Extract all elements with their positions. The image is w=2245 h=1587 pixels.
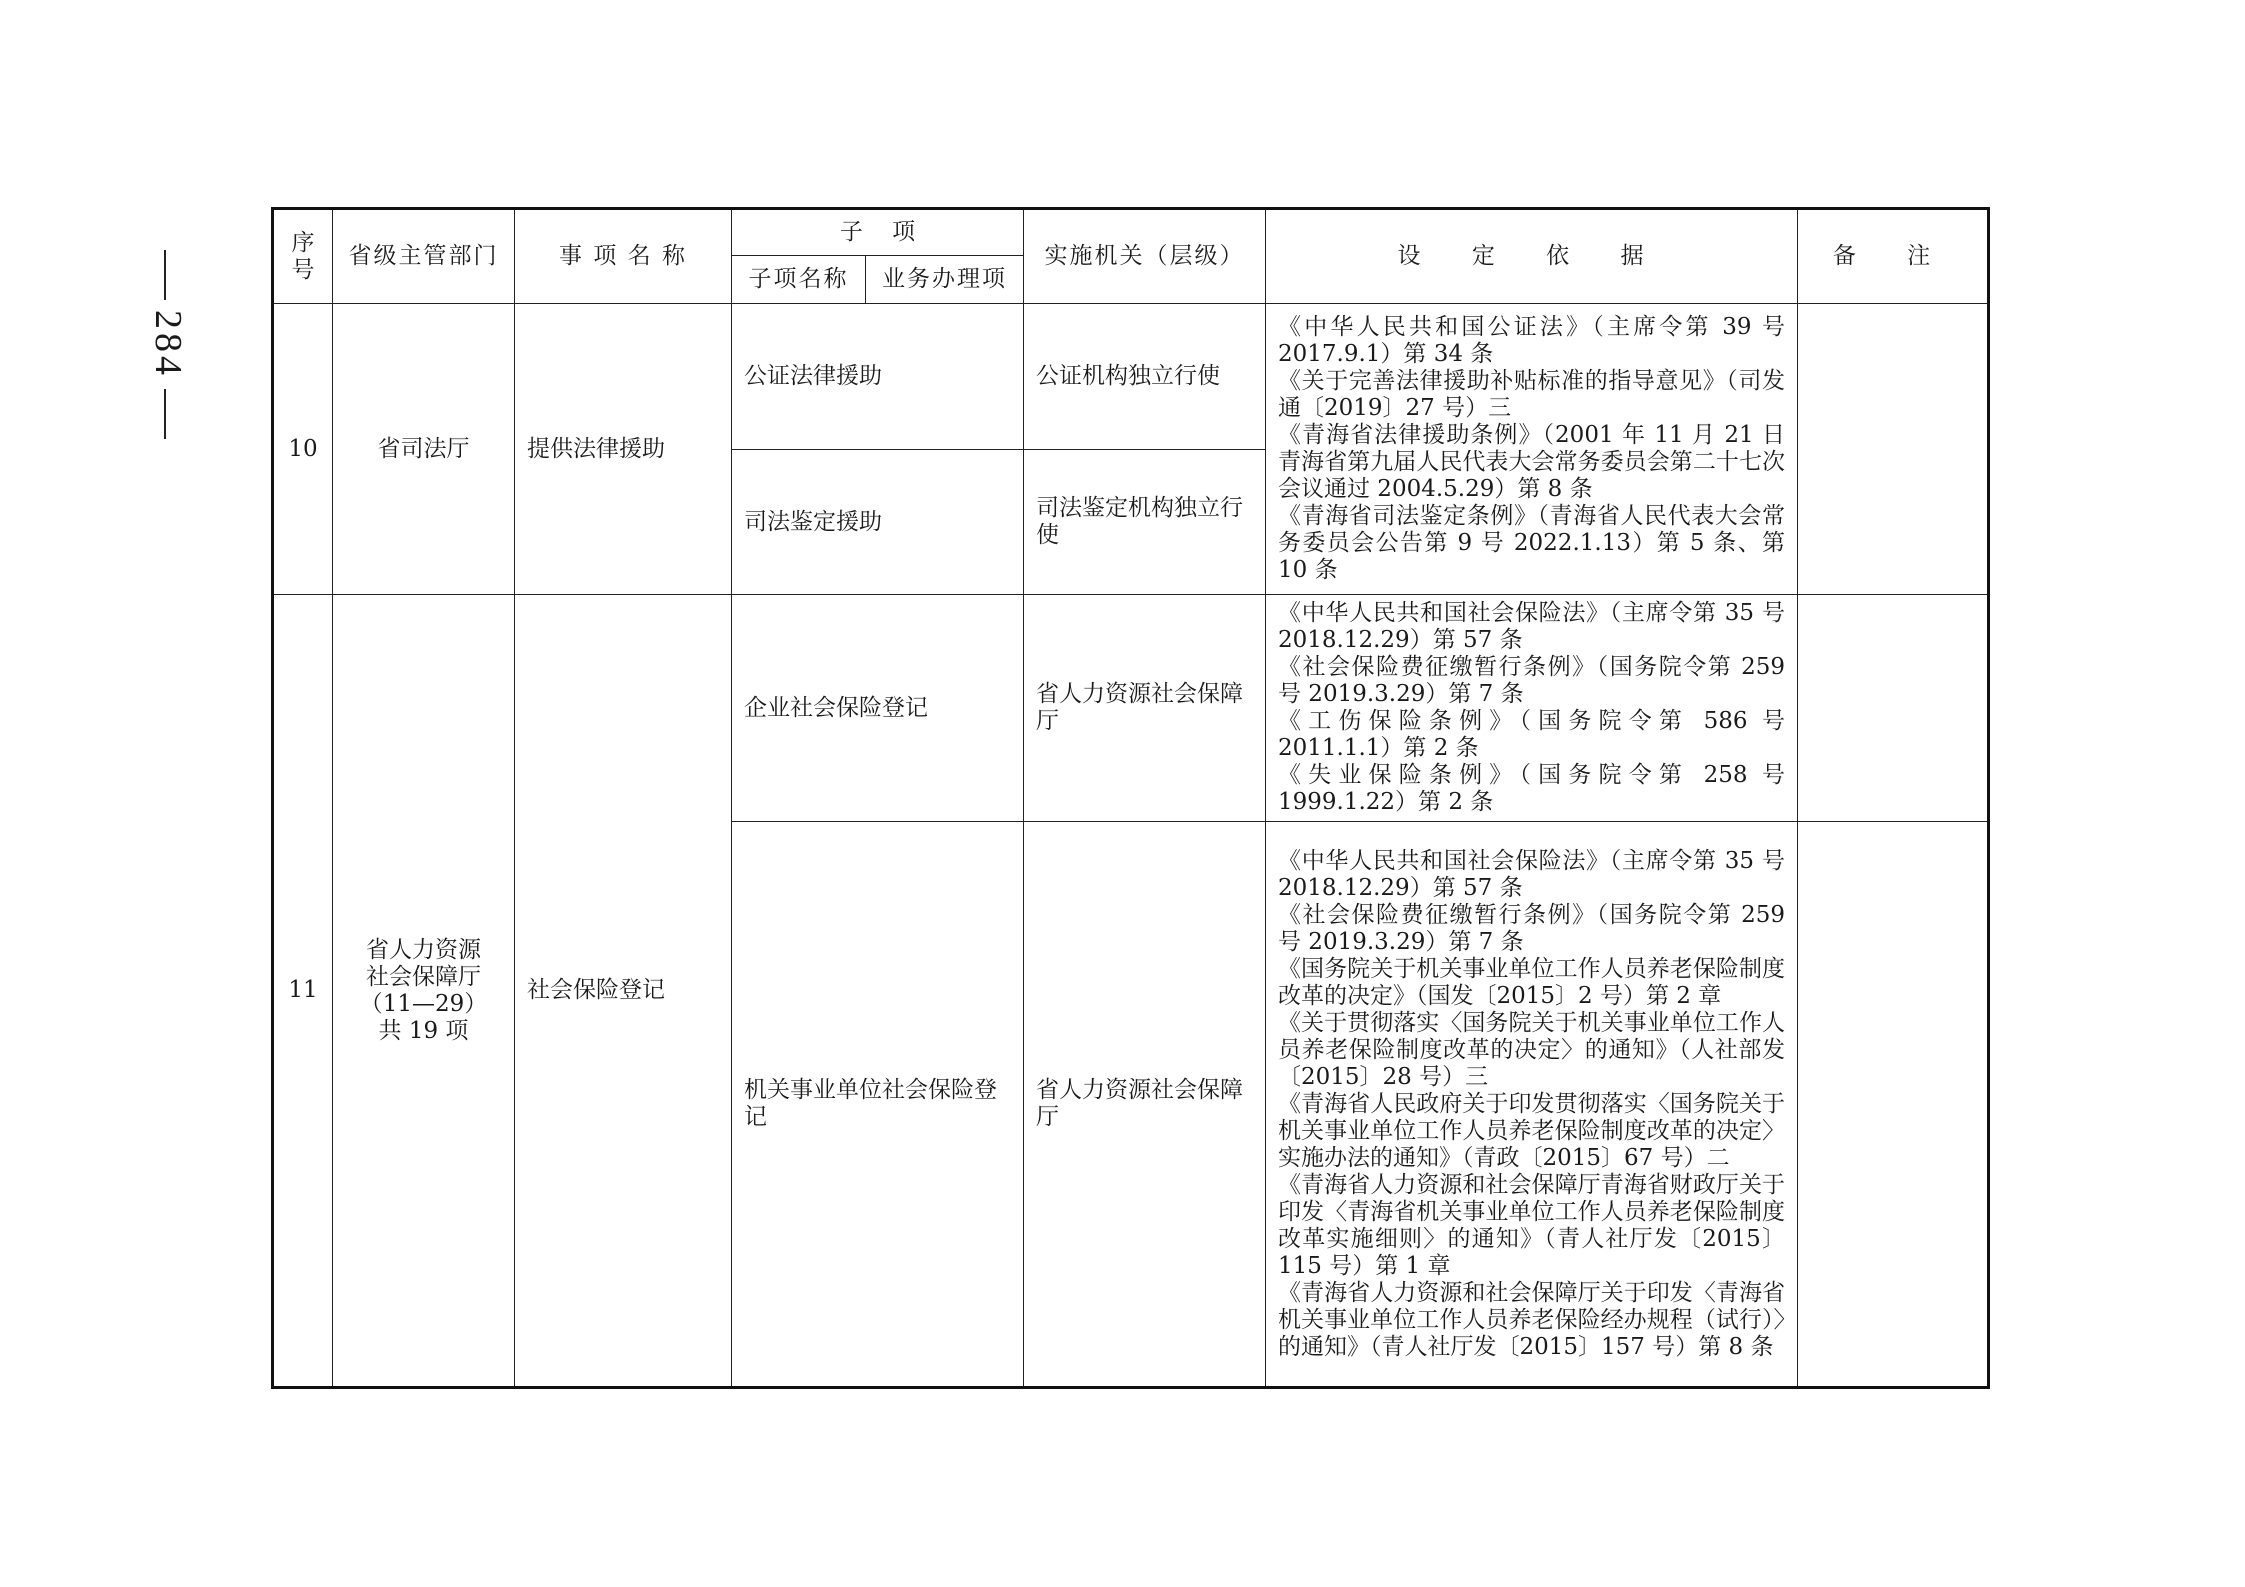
page-number-text: 284	[147, 310, 189, 379]
sub-agency: 司法鉴定机构独立行使	[1024, 450, 1266, 595]
remark-cell	[1798, 304, 1989, 595]
sub-name: 企业社会保险登记	[732, 595, 1024, 822]
dept-line: 共 19 项	[378, 1017, 469, 1044]
basis-entry: 《青海省人民政府关于印发贯彻落实〈国务院关于机关事业单位工作人员养老保险制度改革的决定〉实施办法的通知》（青政〔2015〕67 号）二	[1278, 1090, 1785, 1171]
header-basis: 设 定 依 据	[1266, 209, 1798, 304]
dept-line: 社会保障厅	[366, 963, 481, 990]
basis-cell	[1266, 304, 1798, 595]
basis-entry: 《青海省人力资源和社会保障厅关于印发〈青海省机关事业单位工作人员养老保险经办规程（试行）〉的通知》（青人社厅发〔2015〕157 号）第 8 条	[1278, 1279, 1785, 1360]
sub-agency: 省人力资源社会保障厅	[1024, 595, 1266, 822]
basis-entry: 《青海省人力资源和社会保障厅青海省财政厅关于印发〈青海省机关事业单位工作人员养老保险制度改革实施细则〉的通知》（青人社厅发〔2015〕115 号）第 1 章	[1278, 1171, 1785, 1279]
dept-line: （11—29）	[359, 990, 488, 1017]
basis-entry: 《中华人民共和国社会保险法》（主席令第 35 号 2018.12.29）第 57 条	[1278, 847, 1785, 901]
basis-entry: 《国务院关于机关事业单位工作人员养老保险制度改革的决定》（国发〔2015〕2 号）第 2 章	[1278, 955, 1785, 1009]
table-row	[273, 595, 1989, 822]
header-business: 业务办理项	[866, 256, 1024, 304]
sub-agency: 公证机构独立行使	[1024, 304, 1266, 450]
basis-entry: 《关于贯彻落实〈国务院关于机关事业单位工作人员养老保险制度改革的决定〉的通知》（人社部发〔2015〕28 号）三	[1278, 1009, 1785, 1090]
row-item: 社会保险登记	[515, 595, 732, 1388]
sub-name: 司法鉴定援助	[732, 450, 1024, 595]
row-seq: 10	[273, 304, 333, 595]
row-seq: 11	[273, 595, 333, 1388]
items-table	[271, 207, 1990, 1389]
basis-entry: 《青海省法律援助条例》（2001 年 11 月 21 日青海省第九届人民代表大会常务委员会第二十七次会议通过 2004.5.29）第 8 条	[1278, 422, 1785, 502]
basis-entry: 《工伤保险条例》（国务院令第 586 号 2011.1.1）第 2 条	[1278, 708, 1785, 761]
basis-entry: 《中华人民共和国公证法》（主席令第 39 号 2017.9.1）第 34 条	[1278, 314, 1785, 367]
header-sub-item: 子 项	[732, 209, 1024, 256]
sub-agency: 省人力资源社会保障厅	[1024, 822, 1266, 1388]
basis-entry: 《社会保险费征缴暂行条例》（国务院令第 259 号 2019.3.29）第 7 条	[1278, 901, 1785, 955]
table-row	[273, 304, 1989, 450]
page-number	[146, 240, 190, 449]
header-row-1	[273, 209, 1989, 256]
header-remark: 备 注	[1798, 209, 1989, 304]
header-dept: 省级主管部门	[333, 209, 515, 304]
basis-cell	[1266, 822, 1798, 1388]
row-dept: 省司法厅	[333, 304, 515, 595]
basis-cell	[1266, 595, 1798, 822]
remark-cell	[1798, 595, 1989, 822]
basis-entry: 《社会保险费征缴暂行条例》（国务院令第 259 号 2019.3.29）第 7 条	[1278, 654, 1785, 707]
row-item: 提供法律援助	[515, 304, 732, 595]
dash-right	[164, 389, 166, 439]
remark-cell	[1798, 822, 1989, 1388]
header-agency: 实施机关（层级）	[1024, 209, 1266, 304]
dept-line: 省人力资源	[366, 936, 481, 963]
header-item-name: 事 项 名 称	[515, 209, 732, 304]
sub-name: 公证法律援助	[732, 304, 1024, 450]
sub-name: 机关事业单位社会保险登记	[732, 822, 1024, 1388]
dash-left	[164, 250, 166, 300]
basis-entry: 《关于完善法律援助补贴标准的指导意见》（司发通〔2019〕27 号）三	[1278, 368, 1785, 421]
row-dept	[333, 595, 515, 1388]
header-sub-name: 子项名称	[732, 256, 866, 304]
basis-entry: 《中华人民共和国社会保险法》（主席令第 35 号 2018.12.29）第 57 条	[1278, 600, 1785, 653]
basis-entry: 《青海省司法鉴定条例》（青海省人民代表大会常务委员会公告第 9 号 2022.1.13）第 5 条、第 10 条	[1278, 503, 1785, 583]
header-seq: 序号	[273, 209, 333, 304]
basis-entry: 《失业保险条例》（国务院令第 258 号 1999.1.22）第 2 条	[1278, 762, 1785, 815]
